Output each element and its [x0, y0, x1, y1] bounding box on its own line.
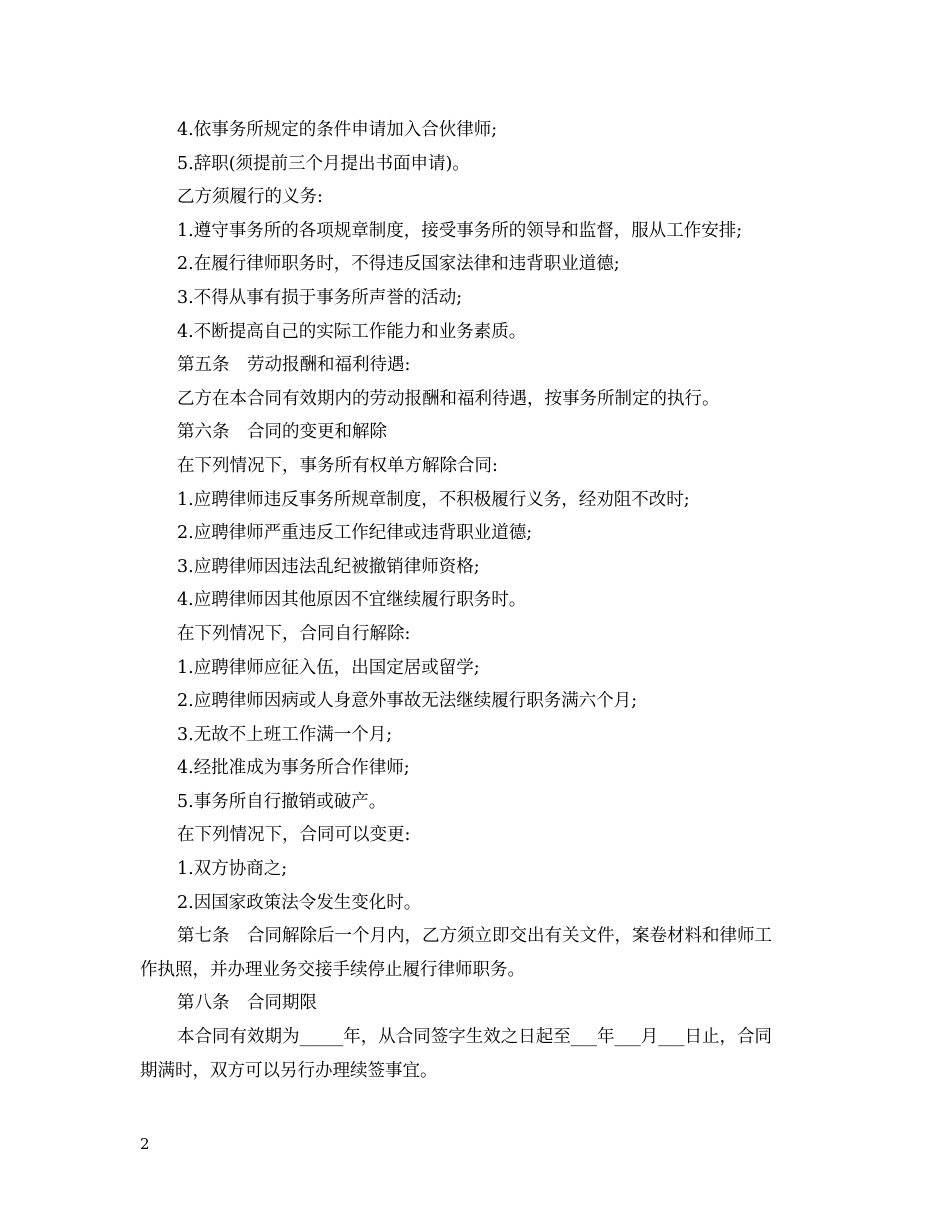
paragraph-line: 4.不断提高自己的实际工作能力和业务素质。: [177, 321, 527, 342]
paragraph-line: 3.无故不上班工作满一个月;: [177, 724, 393, 745]
paragraph-line: 2.在履行律师职务时，不得违反国家法律和违背职业道德;: [177, 254, 620, 275]
paragraph-line: 4.经批准成为事务所合作律师;: [177, 758, 410, 779]
paragraph-line: 2.应聘律师因病或人身意外事故无法继续履行职务满六个月;: [177, 691, 638, 712]
paragraph-line: 1.双方协商之;: [177, 859, 288, 880]
section-heading: 第七条 合同解除后一个月内，乙方须立即交出有关文件，案卷材料和律师工: [177, 926, 772, 947]
paragraph-line: 乙方须履行的义务:: [177, 187, 323, 208]
section-heading: 第五条 劳动报酬和福利待遇:: [177, 355, 411, 376]
section-heading: 第六条 合同的变更和解除: [177, 422, 387, 443]
page-number: 2: [140, 1135, 150, 1153]
section-heading: 第八条 合同期限: [177, 993, 317, 1014]
paragraph-line: 1.应聘律师应征入伍，出国定居或留学;: [177, 657, 480, 678]
paragraph-continuation: 期满时，双方可以另行办理续签事宜。: [140, 1060, 438, 1081]
paragraph-line: 2.因国家政策法令发生变化时。: [177, 892, 422, 913]
paragraph-line: 本合同有效期为_____年，从合同签字生效之日起至___年___月___日止，合同: [177, 1027, 772, 1048]
paragraph-line: 4.应聘律师因其他原因不宜继续履行职务时。: [177, 590, 527, 611]
paragraph-line: 在下列情况下，合同可以变更:: [177, 825, 411, 846]
paragraph-line: 3.不得从事有损于事务所声誉的活动;: [177, 287, 463, 308]
paragraph-line: 1.遵守事务所的各项规章制度，接受事务所的领导和监督，服从工作安排;: [177, 220, 743, 241]
paragraph-line: 5.事务所自行撤销或破产。: [177, 791, 387, 812]
paragraph-line: 在下列情况下，合同自行解除:: [177, 623, 411, 644]
paragraph-line: 3.应聘律师因违法乱纪被撤销律师资格;: [177, 556, 480, 577]
paragraph-line: 5.辞职(须提前三个月提出书面申请)。: [177, 153, 470, 174]
paragraph-continuation: 作执照，并办理业务交接手续停止履行律师职务。: [140, 959, 525, 980]
paragraph-line: 乙方在本合同有效期内的劳动报酬和福利待遇，按事务所制定的执行。: [177, 388, 720, 409]
paragraph-line: 1.应聘律师违反事务所规章制度，不积极履行义务，经劝阻不改时;: [177, 489, 690, 510]
paragraph-line: 4.依事务所规定的条件申请加入合伙律师;: [177, 120, 498, 140]
document-body: [140, 114, 812, 1088]
paragraph-line: 在下列情况下，事务所有权单方解除合同:: [177, 455, 498, 476]
paragraph-line: 2.应聘律师严重违反工作纪律或违背职业道德;: [177, 523, 533, 544]
